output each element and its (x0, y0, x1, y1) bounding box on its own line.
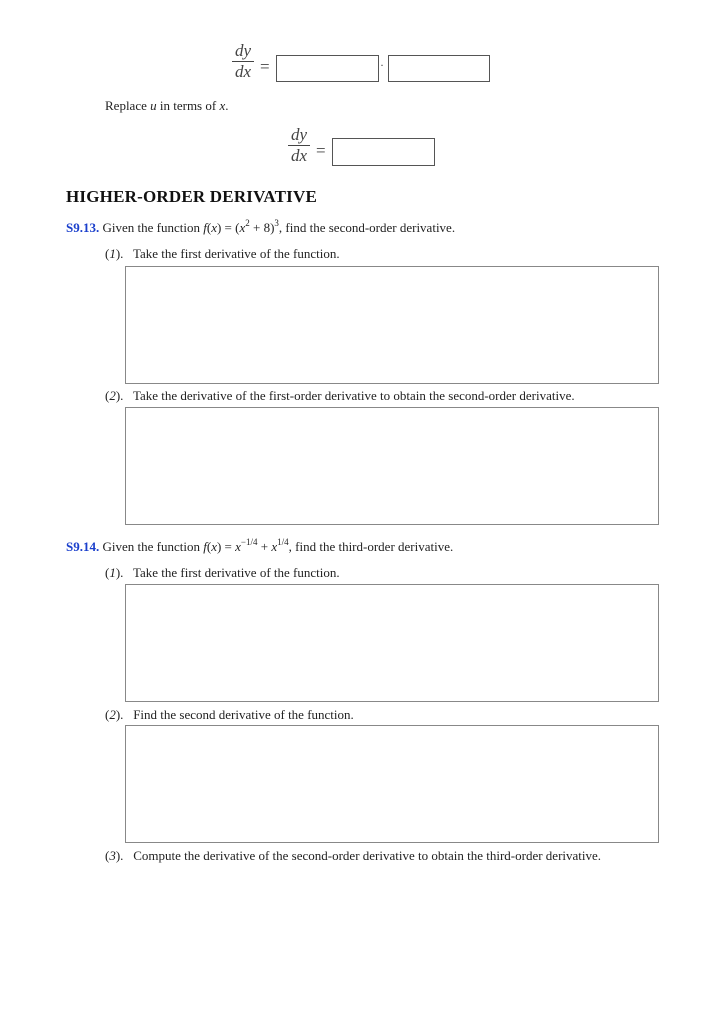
equals-sign: = (260, 57, 270, 76)
problem-14-label: S9.14. (66, 539, 100, 554)
multiply-dot: · (380, 58, 384, 72)
fraction-numerator: dy (290, 125, 308, 144)
derivative-fraction-second (288, 126, 310, 165)
problem-13-label: S9.13. (66, 220, 100, 235)
problem-14-step-2-answer[interactable] (125, 725, 659, 843)
derivative-fraction-top (232, 42, 254, 81)
answer-input-final-dydx[interactable] (332, 138, 435, 166)
replace-instruction: Replace u in terms of x. (105, 98, 229, 113)
answer-input-dx-factor[interactable] (388, 55, 490, 82)
fraction-denominator: dx (290, 146, 308, 165)
fraction-denominator: dx (234, 62, 252, 81)
problem-13-step-1-answer[interactable] (125, 266, 659, 384)
problem-14-statement: S9.14. Given the function $f(x) = x^{-1/4} + x^{1/4}$, find the third-order derivative. (66, 537, 454, 554)
problem-14-step-1: (1). Take the first derivative of the function. (105, 565, 340, 580)
fraction-numerator: dy (234, 41, 252, 60)
problem-13-step-2: (2). Take the derivative of the first-order derivative to obtain the second-order derivative. (105, 388, 575, 403)
problem-14-step-3: (3). Compute the derivative of the second-order derivative to obtain the third-order derivative. (105, 848, 602, 863)
problem-13-step-2-answer[interactable] (125, 407, 659, 525)
section-heading: HIGHER-ORDER DERIVATIVE (66, 187, 317, 206)
problem-14-step-2: (2). Find the second derivative of the function. (105, 707, 354, 722)
answer-input-du-factor[interactable] (276, 55, 379, 82)
problem-13-step-1: (1). Take the first derivative of the function. (105, 246, 340, 261)
equals-sign: = (316, 141, 326, 160)
problem-13-statement: S9.13. Given the function $f(x) = (x^2 + 8)^3$, find the second-order derivative. (66, 218, 456, 235)
problem-14-step-1-answer[interactable] (125, 584, 659, 702)
